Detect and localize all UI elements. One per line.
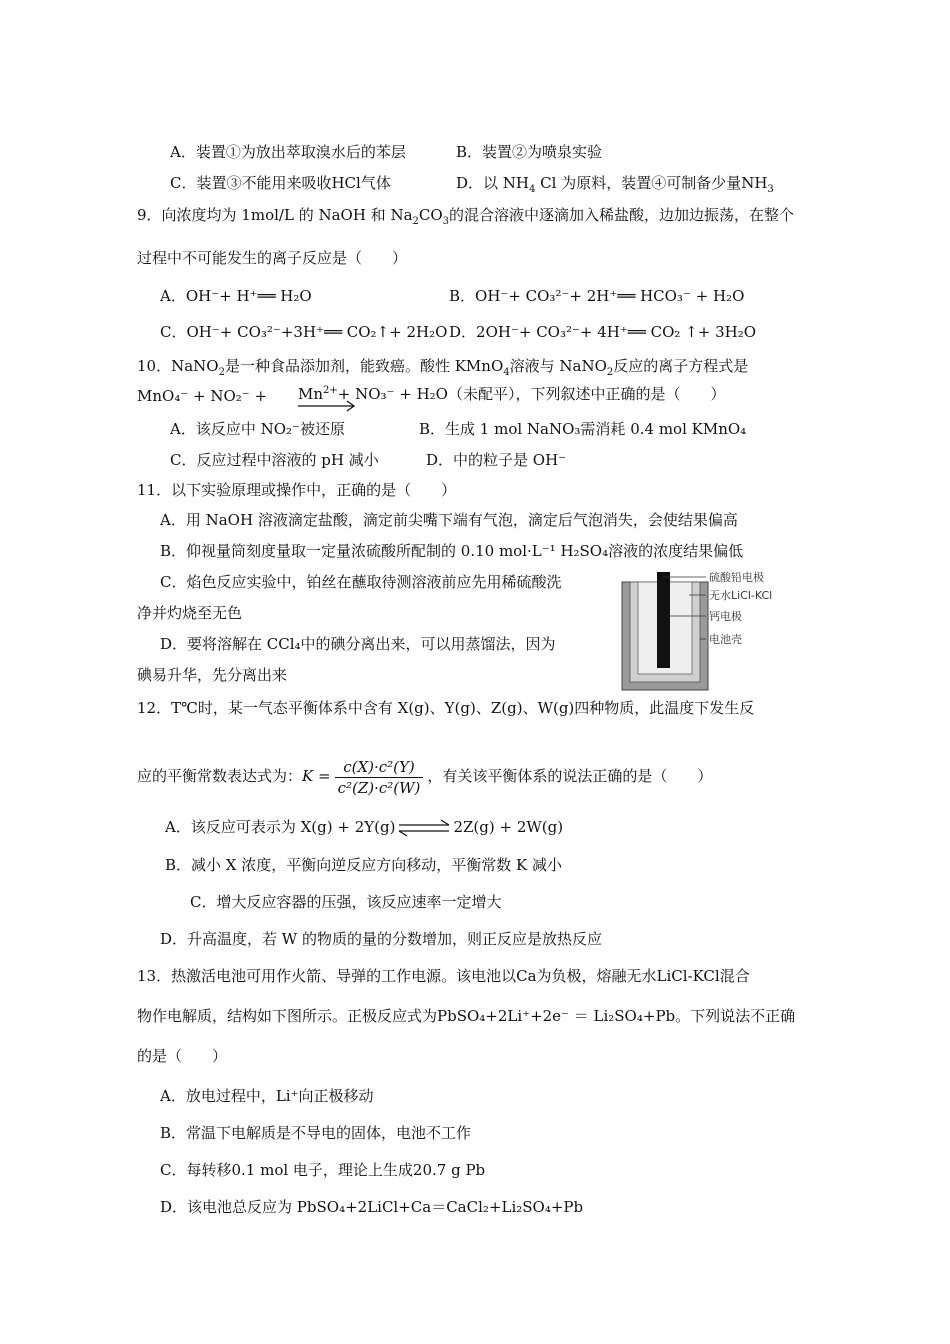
q10-equation-left: MnO₄⁻ + NO₂⁻ + [137, 387, 268, 405]
q10-option-c: C．反应过程中溶液的 pH 减小 [170, 451, 379, 469]
label-battery-shell: 电池壳 [709, 633, 742, 646]
calcium-electrode [657, 572, 670, 668]
equilibrium-constant-fraction: $\frac{\text{c(X)·c²(Y)}}{\text{c²(Z)·c²(W)}}$ [335, 758, 424, 797]
q12-stem-line1: 12．T℃时，某一气态平衡体系中含有 X(g)、Y(g)、Z(g)、W(g)四种物质，此温度下发生反 [137, 699, 755, 717]
q11-option-d-line1: D．要将溶解在 CCl₄中的碘分离出来，可以用蒸馏法，因为 [160, 635, 556, 653]
q11-option-a: A．用 NaOH 溶液滴定盐酸，滴定前尖嘴下端有气泡，滴定后气泡消失，会使结果偏高 [160, 511, 738, 529]
q11-option-d-line2: 碘易升华，先分离出来 [137, 666, 288, 684]
q8-option-b: B．装置②为喷泉实验 [456, 143, 603, 161]
q12-option-a: A．该反应可表示为 X(g) + 2Y(g) 2Z(g) + 2W(g) [165, 818, 564, 836]
q13-stem-line1: 13．热激活电池可用作火箭、导弹的工作电源。该电池以Ca为负极，熔融无水LiCl-KCl混合 [137, 967, 750, 985]
q8-option-c: C．装置③不能用来吸收HCl气体 [170, 174, 391, 192]
q12-option-b: B．减小 X 浓度，平衡向逆反应方向移动，平衡常数 K 减小 [165, 856, 562, 874]
q9-option-b: B．OH⁻+ CO₃²⁻+ 2H⁺══ HCO₃⁻ + H₂O [449, 287, 745, 305]
q11-option-c-line1: C．焰色反应实验中，铂丝在蘸取待测溶液前应先用稀硫酸洗 [160, 573, 562, 591]
q10-option-a: A．该反应中 NO₂⁻被还原 [170, 420, 345, 438]
q13-option-a: A．放电过程中，Li⁺向正极移动 [160, 1087, 374, 1105]
q13-stem-line3: 的是（ ） [137, 1047, 228, 1065]
q13-stem-line2: 物作电解质，结构如下图所示。正极反应式为PbSO₄+2Li⁺+2e⁻ ＝ Li₂SO₄+Pb。下列说法不正确 [137, 1007, 796, 1025]
q9-stem-line1: 9．向浓度均为 1mol/L 的 NaOH 和 $Na_2CO_3$的混合溶液中逐滴加入稀盐酸，边加边振荡，在整个 [137, 206, 795, 227]
label-calcium-electrode: 钙电极 [709, 610, 742, 623]
q9-option-d: D．2OH⁻+ CO₃²⁻+ 4H⁺══ CO₂ ↑+ 3H₂O [449, 323, 757, 341]
q10-stem-line1: 10．NaNO$_2$是一种食品添加剂，能致癌。酸性 KMnO$_4$溶液与 NaNO$_2$反应的离子方程式是 [137, 357, 749, 378]
q11-option-b: B．仰视量筒刻度量取一定量浓硫酸所配制的 0.10 mol·L⁻¹ H₂SO₄溶液的浓度结果偏低 [160, 542, 744, 560]
q11-option-c-line2: 净并灼烧至无色 [137, 604, 243, 622]
q10-option-b: B．生成 1 mol NaNO₃需消耗 0.4 mol KMnO₄ [419, 420, 747, 438]
q13-option-c: C．每转移0.1 mol 电子，理论上生成20.7 g Pb [160, 1161, 486, 1179]
q13-option-d: D．该电池总反应为 PbSO₄+2LiCl+Ca＝CaCl₂+Li₂SO₄+Pb [160, 1198, 584, 1216]
q12-option-d: D．升高温度，若 W 的物质的量的分数增加，则正反应是放热反应 [160, 930, 602, 948]
label-lead-sulfate-electrode: 硫酸铅电极 [709, 571, 764, 584]
q9-stem-line2: 过程中不可能发生的离子反应是（ ） [137, 249, 408, 267]
q9-option-c: C．OH⁻+ CO₃²⁻+3H⁺══ CO₂↑+ 2H₂O [160, 323, 448, 341]
q12-stem-line2: 应的平衡常数表达式为：K = $\frac{\text{c(X)·c²(Y)}}{\text{c²(Z)·c²(W)}}$ ，有关该平衡体系的说法正确的是（ ） [137, 757, 713, 797]
q11-stem: 11．以下实验原理或操作中，正确的是（ ） [137, 481, 457, 499]
q9-option-a: A．OH⁻+ H⁺══ H₂O [160, 287, 312, 305]
battery-structure-diagram [618, 568, 818, 698]
equilibrium-arrow-icon [395, 818, 453, 838]
q12-option-c: C．增大反应容器的压强，该反应速率一定增大 [190, 893, 502, 911]
q13-option-b: B．常温下电解质是不导电的固体，电池不工作 [160, 1124, 472, 1142]
k-symbol: K = [302, 767, 331, 785]
q8-option-a: A．装置①为放出萃取溴水后的苯层 [170, 143, 406, 161]
q10-equation-right: $Mn^{2+}+ NO_3^- + H_2O$（未配平），下列叙述中正确的是（ ） [298, 385, 726, 403]
q8-option-d: D．以 $NH_4$ Cl 为原料，装置④可制备少量$NH_3$ [456, 174, 774, 195]
q10-option-d: D．中的粒子是 OH⁻ [426, 451, 567, 469]
q10-reaction-arrow [298, 398, 358, 412]
label-electrolyte: 无水LiCl-KCl [709, 589, 773, 602]
